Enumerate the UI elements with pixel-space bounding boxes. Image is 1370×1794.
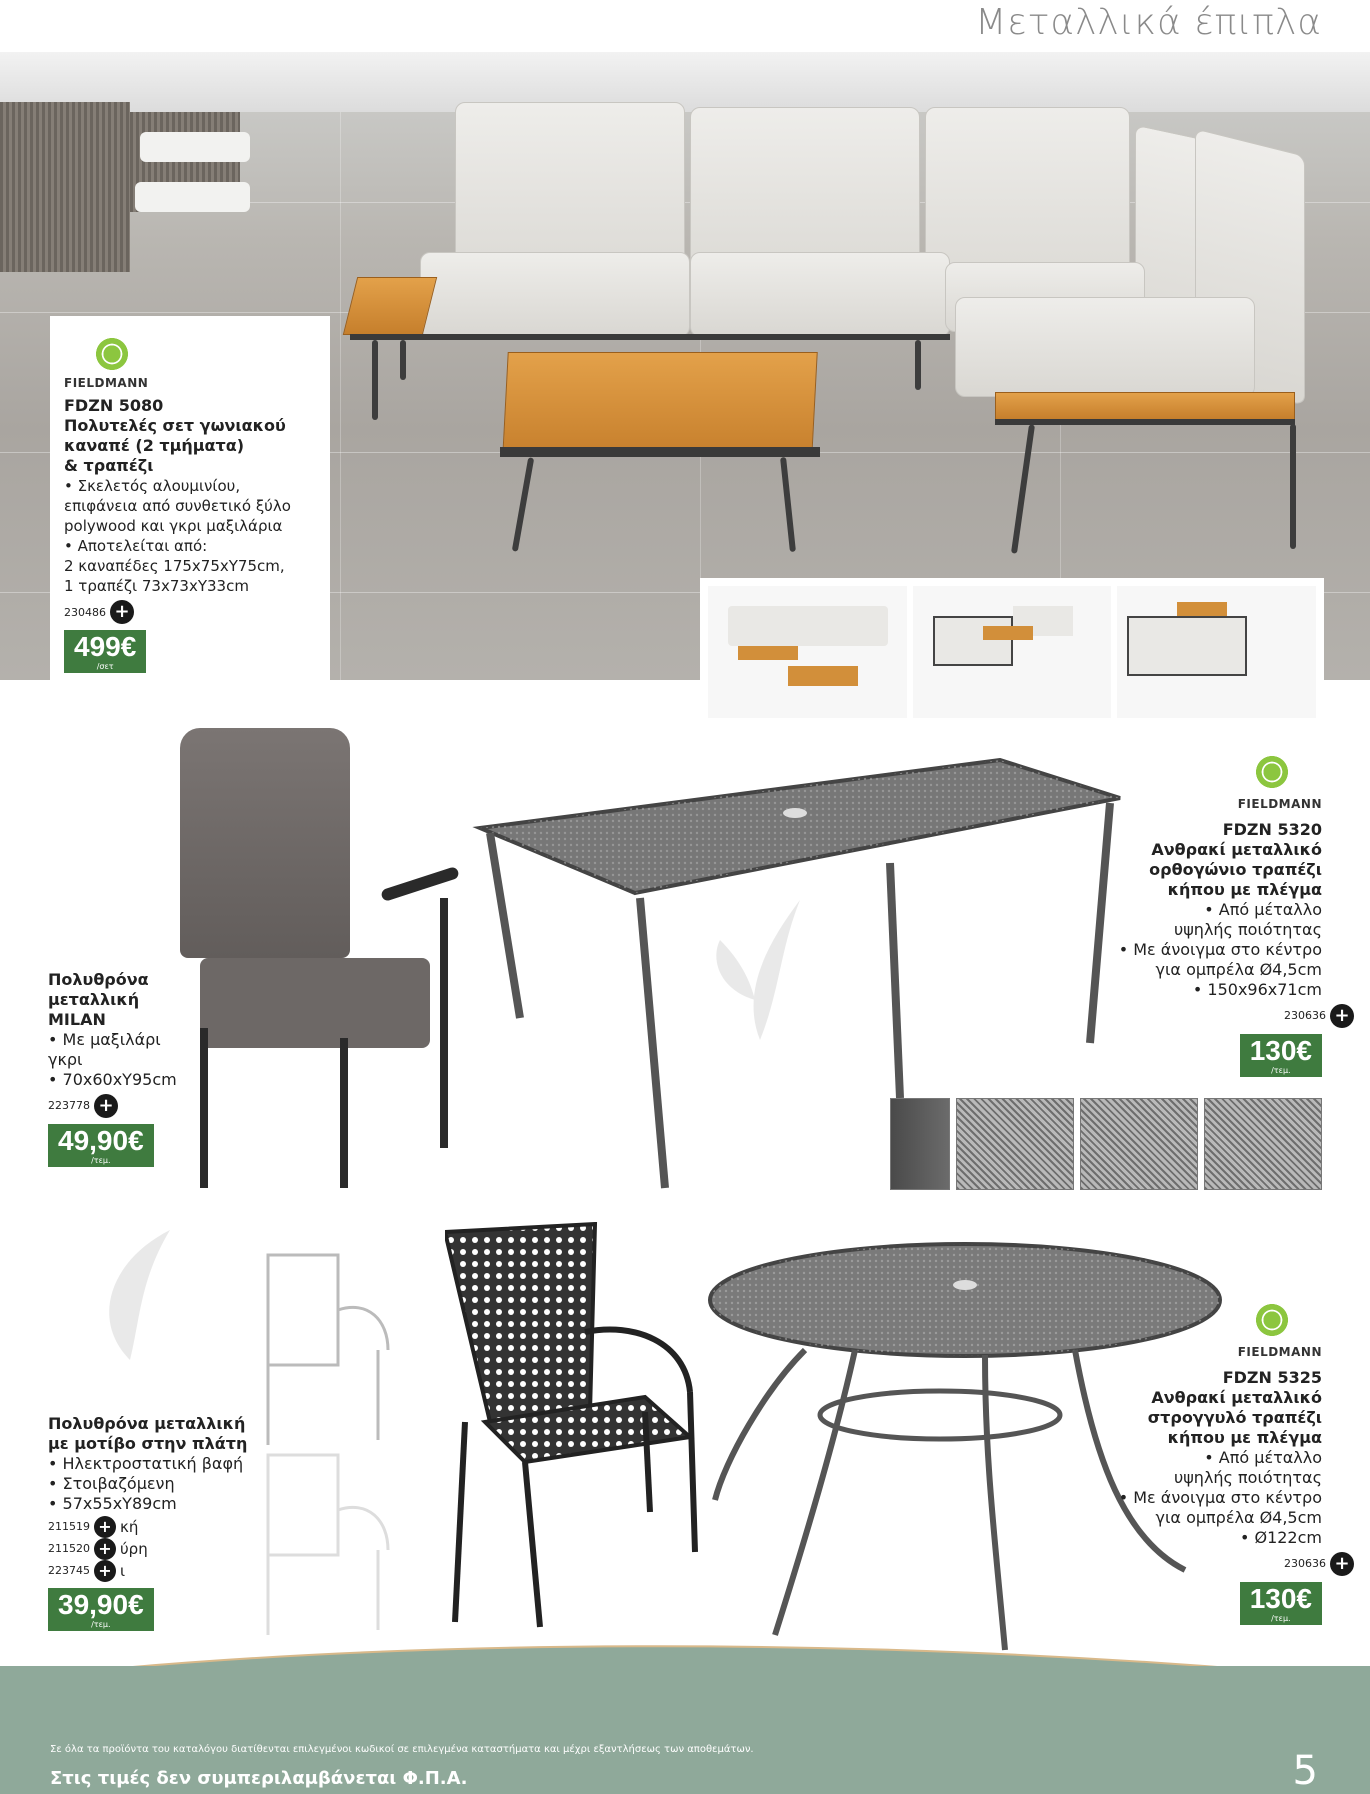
variant-row xyxy=(48,1538,247,1560)
fieldmann-leaf-logo-icon xyxy=(1252,752,1292,792)
product-code: FDZN 5080 xyxy=(64,396,164,415)
plus-icon[interactable]: + xyxy=(1330,1552,1354,1576)
sku-row xyxy=(1119,1004,1350,1028)
sofa-thumbnail xyxy=(913,586,1112,718)
plus-icon[interactable]: + xyxy=(110,600,134,624)
product-desc-line: 2 καναπέδες 175x75xY75cm, xyxy=(64,557,285,575)
sku-code: 230636 xyxy=(1284,1009,1326,1022)
product-desc-line: • Με μαξιλάρι xyxy=(48,1030,161,1049)
leaf-decoration-icon xyxy=(700,890,820,1050)
product-desc-line: • Ηλεκτροστατική βαφή xyxy=(48,1454,244,1473)
product-desc-line: 1 τραπέζι 73x73xY33cm xyxy=(64,577,249,595)
price-unit: /τεμ. xyxy=(1271,1066,1291,1075)
variant-label: ύρη xyxy=(120,1540,148,1558)
product-info-fdzn-5320 xyxy=(1118,752,1350,1077)
product-name-line: κήπου με πλέγμα xyxy=(1167,880,1322,899)
brand-logo xyxy=(1119,1300,1322,1362)
white-chair-variant-image xyxy=(258,1450,398,1640)
price-tag xyxy=(64,630,146,673)
mesh-detail-thumbnail xyxy=(956,1098,1074,1190)
product-desc-line: • 57x55xY89cm xyxy=(48,1494,177,1513)
product-info-milan xyxy=(48,970,177,1167)
product-desc-line: υψηλής ποιότητας xyxy=(1173,1468,1322,1487)
plus-icon[interactable]: + xyxy=(94,1560,116,1582)
brand-logo xyxy=(1119,752,1322,814)
product-name-line: Πολυτελές σετ γωνιακού xyxy=(64,416,286,435)
product-desc-line: επιφάνεια από συνθετικό ξύλο xyxy=(64,497,291,515)
variant-row xyxy=(48,1516,247,1538)
price-tag xyxy=(1240,1582,1322,1625)
price-value: 499€ xyxy=(74,631,137,662)
product-desc-line: γκρι xyxy=(48,1050,83,1069)
product-name-line: κήπου με πλέγμα xyxy=(1167,1428,1322,1447)
product-desc-line: polywood και γκρι μαξιλάρια xyxy=(64,517,283,535)
product-name-line: & τραπέζι xyxy=(64,456,154,475)
plus-icon[interactable]: + xyxy=(94,1094,118,1118)
product-code: FDZN 5320 xyxy=(1222,820,1322,839)
product-name-line: Πολυθρόνα μεταλλική xyxy=(48,1414,246,1433)
brand-name: FIELDMANN xyxy=(1237,797,1322,811)
sku-row xyxy=(64,600,316,624)
product-desc-line: • Με άνοιγμα στο κέντρο xyxy=(1118,940,1322,959)
price-unit: /σετ xyxy=(96,662,114,671)
price-value: 49,90€ xyxy=(58,1125,144,1156)
product-name-line: Πολυθρόνα xyxy=(48,970,149,989)
price-tag xyxy=(48,1124,154,1167)
product-code: FDZN 5325 xyxy=(1222,1368,1322,1387)
product-desc-line: • Σκελετός αλουμινίου, xyxy=(64,477,241,495)
product-info-patterned-chair xyxy=(48,1414,247,1631)
sku-row xyxy=(1119,1552,1350,1576)
background-building xyxy=(0,52,1370,112)
sku-code: 223778 xyxy=(48,1099,90,1112)
product-name-line: στρογγυλό τραπέζι xyxy=(1147,1408,1322,1427)
price-unit: /τεμ. xyxy=(91,1620,111,1629)
black-patterned-chair-image xyxy=(445,1222,705,1632)
footer-note: Σε όλα τα προϊόντα του καταλόγου διατίθενται επιλεγμένοι κωδικοί σε επιλεγμένα καταστήματα και μέχρι εξαντλήσεως των αποθεμάτων. xyxy=(50,1744,754,1755)
mesh-detail-thumbnails xyxy=(890,1098,1322,1190)
sku-code: 223745 xyxy=(48,1564,90,1577)
light-grey-chair-variant-image xyxy=(258,1250,398,1450)
sku-code: 230636 xyxy=(1284,1557,1326,1570)
page-title: Μεταλλικά έπιπλα xyxy=(975,2,1322,43)
brand-name: FIELDMANN xyxy=(64,376,149,390)
brand-logo xyxy=(64,334,316,390)
plus-icon[interactable]: + xyxy=(1330,1004,1354,1028)
sku-code: 211520 xyxy=(48,1542,90,1555)
product-name-line: Ανθρακί μεταλλικό xyxy=(1151,1388,1322,1407)
product-name-line: ορθογώνιο τραπέζι xyxy=(1149,860,1322,879)
product-desc-line: για ομπρέλα Ø4,5cm xyxy=(1155,1508,1322,1527)
price-tag xyxy=(1240,1034,1322,1077)
page-number: 5 xyxy=(1292,1748,1318,1794)
price-value: 130€ xyxy=(1249,1035,1312,1066)
plus-icon[interactable]: + xyxy=(94,1538,116,1560)
product-desc-line: • 70x60xY95cm xyxy=(48,1070,177,1089)
product-info-fdzn-5080 xyxy=(50,316,330,680)
product-name-line: Ανθρακί μεταλλικό xyxy=(1151,840,1322,859)
sofa-thumbnail xyxy=(1117,586,1316,718)
product-desc-line: • Στοιβαζόμενη xyxy=(48,1474,175,1493)
product-name-line: μεταλλική xyxy=(48,990,140,1009)
leg-detail-thumbnail xyxy=(890,1098,950,1190)
footer-vat-notice: Στις τιμές δεν συμπεριλαμβάνεται Φ.Π.Α. xyxy=(50,1768,468,1789)
sku-code: 211519 xyxy=(48,1520,90,1533)
sofa-thumbnail xyxy=(708,586,907,718)
leaf-decoration-icon xyxy=(70,1220,200,1370)
fieldmann-leaf-logo-icon xyxy=(1252,1300,1292,1340)
price-unit: /τεμ. xyxy=(91,1156,111,1165)
product-name-line: καναπέ (2 τμήματα) xyxy=(64,436,245,455)
product-desc-line: • Με άνοιγμα στο κέντρο xyxy=(1118,1488,1322,1507)
sofa-thumbnail-strip xyxy=(700,578,1324,726)
price-tag xyxy=(48,1588,154,1631)
brand-name: FIELDMANN xyxy=(1237,1345,1322,1359)
product-desc-line: • 150x96x71cm xyxy=(1192,980,1322,999)
price-value: 130€ xyxy=(1249,1583,1312,1614)
mesh-detail-thumbnail xyxy=(1204,1098,1322,1190)
product-name-line: με μοτίβο στην πλάτη xyxy=(48,1434,248,1453)
product-desc-line: • Ø122cm xyxy=(1239,1528,1322,1547)
milan-chair-image xyxy=(180,728,460,1188)
plus-icon[interactable]: + xyxy=(94,1516,116,1538)
product-desc-line: • Αποτελείται από: xyxy=(64,537,208,555)
product-desc-line: • Από μέταλλο xyxy=(1204,1448,1322,1467)
sku-row xyxy=(48,1094,177,1118)
fieldmann-leaf-logo-icon xyxy=(92,334,132,374)
variant-row xyxy=(48,1560,247,1582)
price-value: 39,90€ xyxy=(58,1589,144,1620)
product-desc-line: υψηλής ποιότητας xyxy=(1173,920,1322,939)
price-unit: /τεμ. xyxy=(1271,1614,1291,1623)
product-desc-line: για ομπρέλα Ø4,5cm xyxy=(1155,960,1322,979)
variant-label: ι xyxy=(120,1562,126,1580)
product-desc-line: • Από μέταλλο xyxy=(1204,900,1322,919)
sku-code: 230486 xyxy=(64,605,106,619)
product-info-fdzn-5325 xyxy=(1118,1300,1350,1625)
product-name-line: MILAN xyxy=(48,1010,106,1029)
mesh-detail-thumbnail xyxy=(1080,1098,1198,1190)
variant-label: κή xyxy=(120,1518,139,1536)
